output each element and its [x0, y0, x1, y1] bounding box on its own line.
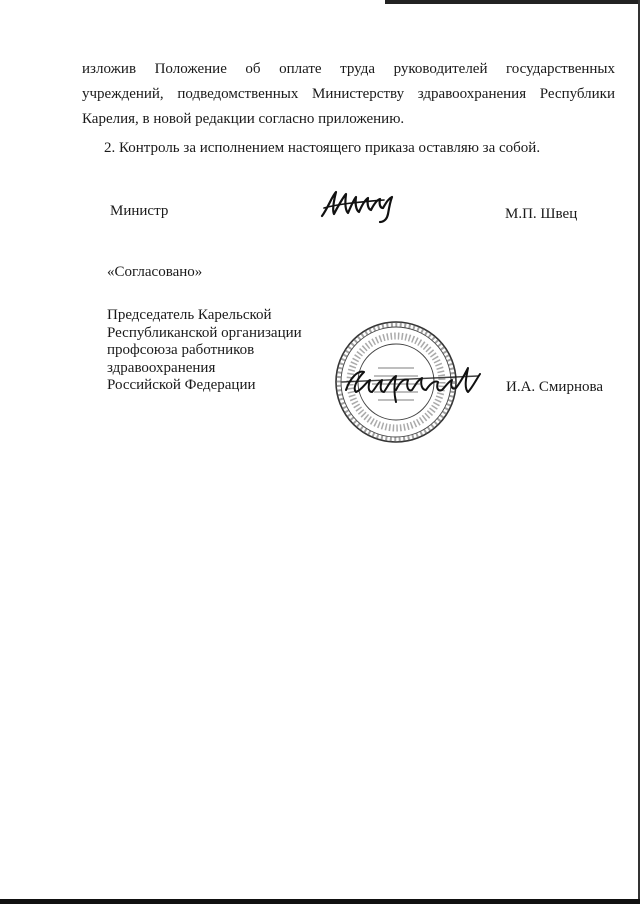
paragraph-1-line-3: Карелия, в новой редакции согласно приложению. [82, 111, 405, 127]
approval-label: «Согласовано» [107, 264, 203, 280]
scan-edge-bottom [0, 899, 640, 904]
paragraph-1 [82, 57, 615, 132]
minister-name: М.П. Швец [505, 206, 578, 222]
union-position-line: профсоюза работников [107, 342, 255, 358]
union-position-line: здравоохранения [107, 359, 216, 376]
union-representative-name: И.А. Смирнова [506, 379, 604, 395]
minister-signature [318, 186, 404, 226]
union-position-line: Российской Федерации [107, 377, 256, 393]
union-signature [338, 360, 488, 408]
union-position-line: Республиканской организации [107, 324, 302, 341]
scan-edge-top [385, 0, 640, 4]
minister-title: Министр [110, 203, 169, 219]
union-position-line: Председатель Карельской [107, 307, 272, 323]
paragraph-1-line-1: изложив Положение об оплате труда руководителей государственных [82, 61, 615, 77]
union-position [107, 307, 302, 395]
paragraph-1-line-2: учреждений, подведомственных Министерству здравоохранения Республики [82, 86, 615, 102]
paragraph-2-text: 2. Контроль за исполнением настоящего приказа оставляю за собой. [104, 140, 541, 156]
paragraph-2 [104, 136, 637, 161]
